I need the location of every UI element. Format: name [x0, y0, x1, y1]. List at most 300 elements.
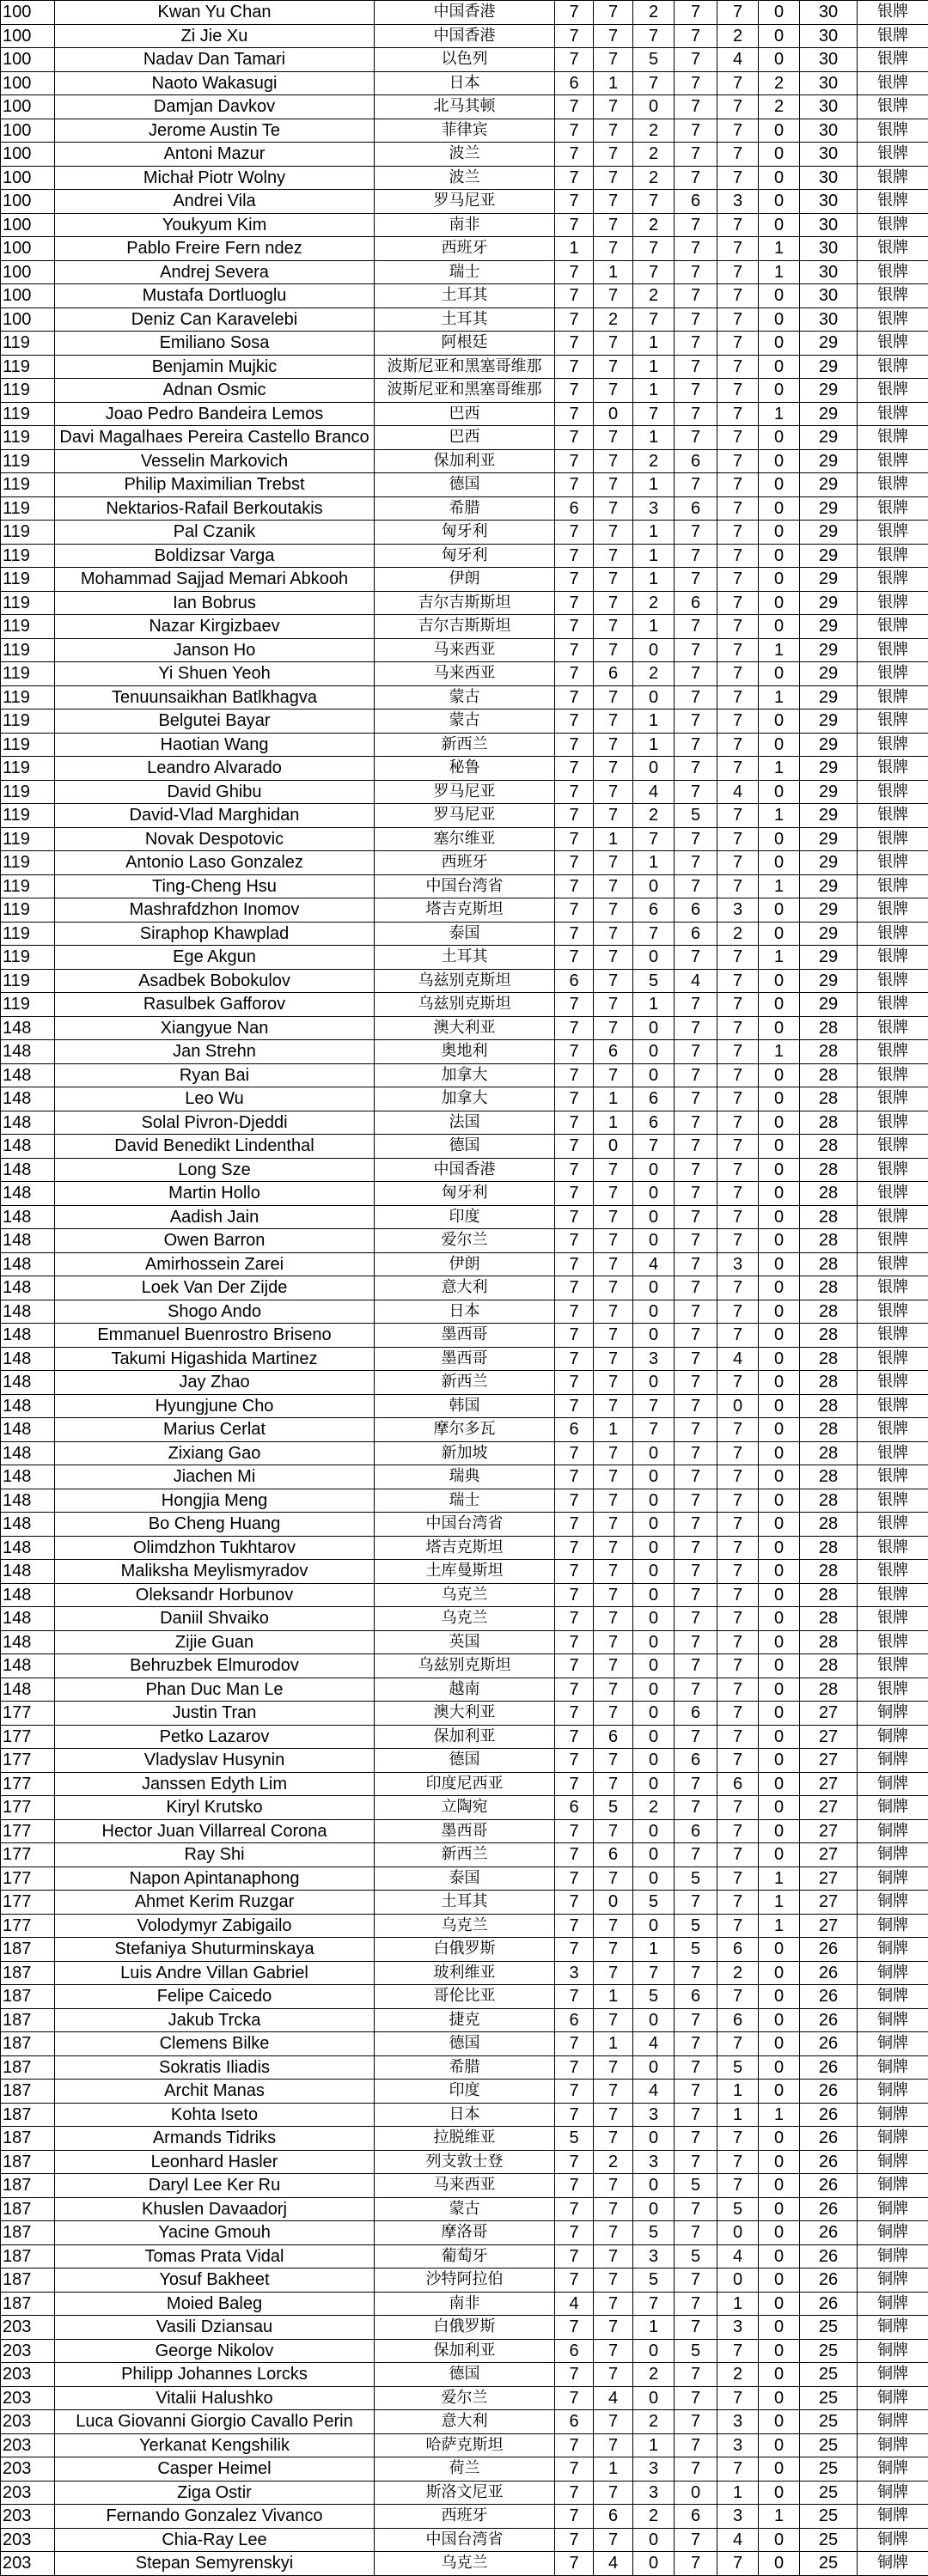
- table-row: [1, 709, 928, 734]
- p6-cell: 1: [759, 260, 800, 284]
- medal-cell: 银牌: [858, 969, 928, 993]
- medal-cell: 银牌: [858, 166, 928, 190]
- medal-cell: 银牌: [858, 1324, 928, 1348]
- rank-cell: 187: [1, 2244, 55, 2268]
- total-cell: 30: [800, 237, 858, 261]
- total-cell: 26: [800, 1961, 858, 1985]
- total-cell: 28: [800, 1300, 858, 1324]
- p2-cell: 7: [594, 379, 633, 403]
- name-cell: Aadish Jain: [55, 1205, 375, 1229]
- p4-cell: 7: [675, 1135, 717, 1159]
- p5-cell: 7: [717, 1678, 759, 1702]
- country-cell: 保加利亚: [375, 1725, 555, 1749]
- p3-cell: 4: [633, 2080, 675, 2104]
- p4-cell: 7: [675, 166, 717, 190]
- p2-cell: 7: [594, 166, 633, 190]
- p5-cell: 7: [717, 638, 759, 662]
- p3-cell: 3: [633, 2244, 675, 2268]
- name-cell: Justin Tran: [55, 1702, 375, 1726]
- table-row: [1, 473, 928, 497]
- p6-cell: 0: [759, 2339, 800, 2363]
- p1-cell: 7: [555, 685, 594, 709]
- medal-cell: 银牌: [858, 1489, 928, 1513]
- p2-cell: 7: [594, 355, 633, 379]
- name-cell: David-Vlad Marghidan: [55, 804, 375, 828]
- p2-cell: 7: [594, 898, 633, 923]
- name-cell: Zixiang Gao: [55, 1441, 375, 1465]
- name-cell: David Ghibu: [55, 780, 375, 804]
- p3-cell: 3: [633, 2481, 675, 2505]
- p5-cell: 7: [717, 1985, 759, 2009]
- p5-cell: 7: [717, 71, 759, 95]
- total-cell: 30: [800, 71, 858, 95]
- total-cell: 28: [800, 1087, 858, 1111]
- medal-cell: 银牌: [858, 1560, 928, 1584]
- table-row: [1, 898, 928, 923]
- country-cell: 吉尔吉斯斯坦: [375, 615, 555, 639]
- p2-cell: 1: [594, 2032, 633, 2056]
- p3-cell: 2: [633, 2505, 675, 2529]
- table-row: [1, 1040, 928, 1064]
- p5-cell: 7: [717, 1843, 759, 1867]
- rank-cell: 177: [1, 1772, 55, 1796]
- name-cell: Kwan Yu Chan: [55, 1, 375, 25]
- p4-cell: 7: [675, 2221, 717, 2245]
- p6-cell: 0: [759, 993, 800, 1017]
- p4-cell: 7: [675, 1, 717, 25]
- p1-cell: 6: [555, 1418, 594, 1442]
- p1-cell: 7: [555, 1135, 594, 1159]
- medal-cell: 银牌: [858, 591, 928, 615]
- country-cell: 乌兹别克斯坦: [375, 1654, 555, 1678]
- p1-cell: 7: [555, 1300, 594, 1324]
- table-row: [1, 2316, 928, 2340]
- p2-cell: 7: [594, 1276, 633, 1300]
- p6-cell: 0: [759, 1324, 800, 1348]
- total-cell: 26: [800, 2268, 858, 2293]
- p5-cell: 7: [717, 237, 759, 261]
- name-cell: Adnan Osmic: [55, 379, 375, 403]
- table-row: [1, 946, 928, 970]
- table-row: [1, 1961, 928, 1985]
- rank-cell: 119: [1, 757, 55, 781]
- p1-cell: 7: [555, 2552, 594, 2576]
- table-row: [1, 521, 928, 545]
- p3-cell: 4: [633, 780, 675, 804]
- p6-cell: 0: [759, 48, 800, 72]
- p4-cell: 7: [675, 1371, 717, 1395]
- name-cell: Daniil Shvaiko: [55, 1607, 375, 1631]
- p3-cell: 7: [633, 1394, 675, 1418]
- name-cell: Takumi Higashida Martinez: [55, 1347, 375, 1371]
- p6-cell: 0: [759, 426, 800, 450]
- name-cell: Armands Tidriks: [55, 2127, 375, 2151]
- p3-cell: 0: [633, 1441, 675, 1465]
- table-row: [1, 2150, 928, 2174]
- country-cell: 巴西: [375, 426, 555, 450]
- rank-cell: 187: [1, 2032, 55, 2056]
- p1-cell: 7: [555, 851, 594, 875]
- total-cell: 29: [800, 332, 858, 356]
- p1-cell: 7: [555, 1347, 594, 1371]
- rank-cell: 187: [1, 2103, 55, 2127]
- total-cell: 29: [800, 757, 858, 781]
- p6-cell: 0: [759, 780, 800, 804]
- total-cell: 28: [800, 1347, 858, 1371]
- p5-cell: 7: [717, 615, 759, 639]
- medal-cell: 银牌: [858, 1111, 928, 1135]
- country-cell: 澳大利亚: [375, 1702, 555, 1726]
- table-row: [1, 757, 928, 781]
- p2-cell: 7: [594, 1819, 633, 1843]
- p5-cell: 4: [717, 48, 759, 72]
- p2-cell: 7: [594, 213, 633, 237]
- p2-cell: 7: [594, 851, 633, 875]
- p5-cell: 7: [717, 1300, 759, 1324]
- p5-cell: 7: [717, 804, 759, 828]
- p2-cell: 0: [594, 1891, 633, 1915]
- table-row: [1, 2032, 928, 2056]
- medal-cell: 铜牌: [858, 2386, 928, 2410]
- p5-cell: 0: [717, 2221, 759, 2245]
- country-cell: 加拿大: [375, 1087, 555, 1111]
- p5-cell: 7: [717, 95, 759, 119]
- medal-cell: 银牌: [858, 1229, 928, 1253]
- total-cell: 25: [800, 2528, 858, 2552]
- table-row: [1, 685, 928, 709]
- name-cell: Ray Shi: [55, 1843, 375, 1867]
- p6-cell: 1: [759, 402, 800, 426]
- table-row: [1, 827, 928, 851]
- p2-cell: 7: [594, 2481, 633, 2505]
- medal-cell: 银牌: [858, 662, 928, 686]
- table-row: [1, 71, 928, 95]
- p1-cell: 7: [555, 1, 594, 25]
- total-cell: 28: [800, 1654, 858, 1678]
- p6-cell: 2: [759, 95, 800, 119]
- table-row: [1, 1394, 928, 1418]
- p1-cell: 7: [555, 473, 594, 497]
- p3-cell: 1: [633, 851, 675, 875]
- country-cell: 意大利: [375, 2410, 555, 2434]
- p3-cell: 0: [633, 1276, 675, 1300]
- p5-cell: 7: [717, 544, 759, 568]
- name-cell: Novak Despotovic: [55, 827, 375, 851]
- p4-cell: 7: [675, 2457, 717, 2482]
- p3-cell: 2: [633, 1796, 675, 1820]
- p3-cell: 3: [633, 2150, 675, 2174]
- name-cell: Sokratis Iliadis: [55, 2055, 375, 2080]
- p2-cell: 7: [594, 1938, 633, 1962]
- p2-cell: 7: [594, 2316, 633, 2340]
- country-cell: 伊朗: [375, 568, 555, 592]
- p6-cell: 0: [759, 2080, 800, 2104]
- p2-cell: 7: [594, 1961, 633, 1985]
- p6-cell: 0: [759, 2221, 800, 2245]
- p1-cell: 7: [555, 709, 594, 734]
- country-cell: 沙特阿拉伯: [375, 2268, 555, 2293]
- medal-cell: 银牌: [858, 1276, 928, 1300]
- p3-cell: 0: [633, 1324, 675, 1348]
- p5-cell: 7: [717, 2127, 759, 2151]
- total-cell: 28: [800, 1063, 858, 1087]
- medal-cell: 银牌: [858, 709, 928, 734]
- p6-cell: 0: [759, 1513, 800, 1537]
- name-cell: Tomas Prata Vidal: [55, 2244, 375, 2268]
- p6-cell: 0: [759, 1229, 800, 1253]
- p1-cell: 7: [555, 166, 594, 190]
- p4-cell: 7: [675, 1205, 717, 1229]
- total-cell: 30: [800, 308, 858, 332]
- total-cell: 25: [800, 2505, 858, 2529]
- name-cell: Long Sze: [55, 1158, 375, 1182]
- p6-cell: 0: [759, 1560, 800, 1584]
- p3-cell: 0: [633, 2386, 675, 2410]
- rank-cell: 187: [1, 2150, 55, 2174]
- country-cell: 匈牙利: [375, 521, 555, 545]
- p1-cell: 7: [555, 2363, 594, 2387]
- medal-cell: 铜牌: [858, 1819, 928, 1843]
- p3-cell: 1: [633, 615, 675, 639]
- name-cell: Pablo Freire Fern ndez: [55, 237, 375, 261]
- p4-cell: 7: [675, 521, 717, 545]
- p1-cell: 7: [555, 449, 594, 473]
- table-row: [1, 1702, 928, 1726]
- rank-cell: 203: [1, 2505, 55, 2529]
- rank-cell: 148: [1, 1135, 55, 1159]
- rank-cell: 177: [1, 1725, 55, 1749]
- p5-cell: 2: [717, 922, 759, 946]
- name-cell: Ian Bobrus: [55, 591, 375, 615]
- p6-cell: 1: [759, 1891, 800, 1915]
- p5-cell: 7: [717, 1560, 759, 1584]
- p2-cell: 7: [594, 804, 633, 828]
- p4-cell: 7: [675, 71, 717, 95]
- p3-cell: 0: [633, 1489, 675, 1513]
- p1-cell: 7: [555, 1702, 594, 1726]
- table-row: [1, 2433, 928, 2457]
- total-cell: 28: [800, 1441, 858, 1465]
- country-cell: 罗马尼亚: [375, 780, 555, 804]
- total-cell: 29: [800, 804, 858, 828]
- total-cell: 30: [800, 190, 858, 214]
- rank-cell: 148: [1, 1252, 55, 1276]
- p1-cell: 7: [555, 426, 594, 450]
- p3-cell: 0: [633, 1371, 675, 1395]
- p2-cell: 7: [594, 2080, 633, 2104]
- p4-cell: 7: [675, 1441, 717, 1465]
- p5-cell: 3: [717, 2433, 759, 2457]
- p4-cell: 7: [675, 1347, 717, 1371]
- total-cell: 26: [800, 2292, 858, 2316]
- total-cell: 29: [800, 827, 858, 851]
- p4-cell: 7: [675, 1016, 717, 1040]
- p3-cell: 0: [633, 1819, 675, 1843]
- medal-cell: 铜牌: [858, 2150, 928, 2174]
- p5-cell: 7: [717, 355, 759, 379]
- p4-cell: 6: [675, 496, 717, 521]
- p4-cell: 7: [675, 1300, 717, 1324]
- p2-cell: 7: [594, 1867, 633, 1891]
- p5-cell: 7: [717, 851, 759, 875]
- table-row: [1, 1560, 928, 1584]
- total-cell: 26: [800, 2127, 858, 2151]
- name-cell: Fernando Gonzalez Vivanco: [55, 2505, 375, 2529]
- country-cell: 新西兰: [375, 1371, 555, 1395]
- p5-cell: 7: [717, 1158, 759, 1182]
- name-cell: Oleksandr Horbunov: [55, 1583, 375, 1607]
- name-cell: Zijie Guan: [55, 1630, 375, 1654]
- p2-cell: 7: [594, 2244, 633, 2268]
- total-cell: 29: [800, 685, 858, 709]
- p5-cell: 7: [717, 946, 759, 970]
- table-row: [1, 922, 928, 946]
- name-cell: Olimdzhon Tukhtarov: [55, 1536, 375, 1560]
- p2-cell: 4: [594, 2386, 633, 2410]
- name-cell: Vitalii Halushko: [55, 2386, 375, 2410]
- medal-cell: 银牌: [858, 1, 928, 25]
- p5-cell: 7: [717, 332, 759, 356]
- medal-cell: 银牌: [858, 95, 928, 119]
- p5-cell: 7: [717, 521, 759, 545]
- name-cell: Leo Wu: [55, 1087, 375, 1111]
- p1-cell: 7: [555, 804, 594, 828]
- p2-cell: 7: [594, 2268, 633, 2293]
- rank-cell: 148: [1, 1418, 55, 1442]
- p2-cell: 7: [594, 2174, 633, 2198]
- name-cell: Luis Andre Villan Gabriel: [55, 1961, 375, 1985]
- table-row: [1, 24, 928, 48]
- p6-cell: 0: [759, 1418, 800, 1442]
- table-row: [1, 2103, 928, 2127]
- rank-cell: 187: [1, 2127, 55, 2151]
- p6-cell: 0: [759, 1583, 800, 1607]
- total-cell: 29: [800, 874, 858, 898]
- p5-cell: 7: [717, 1513, 759, 1537]
- p3-cell: 2: [633, 143, 675, 167]
- total-cell: 26: [800, 2197, 858, 2221]
- total-cell: 28: [800, 1371, 858, 1395]
- rank-cell: 187: [1, 2268, 55, 2293]
- name-cell: Ryan Bai: [55, 1063, 375, 1087]
- name-cell: Owen Barron: [55, 1229, 375, 1253]
- country-cell: 中国台湾省: [375, 2528, 555, 2552]
- medal-cell: 铜牌: [858, 2244, 928, 2268]
- p2-cell: 7: [594, 2197, 633, 2221]
- rank-cell: 203: [1, 2339, 55, 2363]
- p3-cell: 1: [633, 544, 675, 568]
- country-cell: 南非: [375, 213, 555, 237]
- p3-cell: 0: [633, 1654, 675, 1678]
- p2-cell: 7: [594, 2433, 633, 2457]
- total-cell: 27: [800, 1891, 858, 1915]
- p6-cell: 0: [759, 1938, 800, 1962]
- total-cell: 25: [800, 2552, 858, 2576]
- total-cell: 29: [800, 449, 858, 473]
- p5-cell: 7: [717, 449, 759, 473]
- rank-cell: 187: [1, 2197, 55, 2221]
- rank-cell: 148: [1, 1441, 55, 1465]
- total-cell: 30: [800, 48, 858, 72]
- name-cell: Pal Czanik: [55, 521, 375, 545]
- p5-cell: 7: [717, 1324, 759, 1348]
- rank-cell: 148: [1, 1536, 55, 1560]
- p4-cell: 7: [675, 1961, 717, 1985]
- p4-cell: 7: [675, 615, 717, 639]
- name-cell: Jan Strehn: [55, 1040, 375, 1064]
- table-row: [1, 1, 928, 25]
- rank-cell: 187: [1, 2174, 55, 2198]
- p6-cell: 0: [759, 521, 800, 545]
- total-cell: 30: [800, 213, 858, 237]
- total-cell: 28: [800, 1158, 858, 1182]
- total-cell: 26: [800, 2103, 858, 2127]
- name-cell: Volodymyr Zabigailo: [55, 1914, 375, 1938]
- rank-cell: 100: [1, 143, 55, 167]
- total-cell: 30: [800, 95, 858, 119]
- p4-cell: 7: [675, 780, 717, 804]
- table-row: [1, 851, 928, 875]
- rank-cell: 177: [1, 1796, 55, 1820]
- p3-cell: 7: [633, 1418, 675, 1442]
- country-cell: 瑞士: [375, 260, 555, 284]
- p1-cell: 7: [555, 1182, 594, 1206]
- medal-cell: 铜牌: [858, 2481, 928, 2505]
- p6-cell: 1: [759, 638, 800, 662]
- rank-cell: 187: [1, 2055, 55, 2080]
- p5-cell: 7: [717, 426, 759, 450]
- medal-cell: 银牌: [858, 568, 928, 592]
- name-cell: George Nikolov: [55, 2339, 375, 2363]
- country-cell: 德国: [375, 473, 555, 497]
- p6-cell: 1: [759, 804, 800, 828]
- medal-cell: 银牌: [858, 119, 928, 143]
- total-cell: 28: [800, 1229, 858, 1253]
- p3-cell: 0: [633, 1702, 675, 1726]
- medal-cell: 银牌: [858, 946, 928, 970]
- p4-cell: 7: [675, 1536, 717, 1560]
- medal-cell: 铜牌: [858, 2363, 928, 2387]
- p2-cell: 1: [594, 2457, 633, 2482]
- country-cell: 德国: [375, 2363, 555, 2387]
- rank-cell: 119: [1, 993, 55, 1017]
- rank-cell: 119: [1, 615, 55, 639]
- p5-cell: 7: [717, 1418, 759, 1442]
- p5-cell: 1: [717, 2103, 759, 2127]
- p3-cell: 4: [633, 2032, 675, 2056]
- p4-cell: 5: [675, 1867, 717, 1891]
- name-cell: Rasulbek Gafforov: [55, 993, 375, 1017]
- p6-cell: 1: [759, 874, 800, 898]
- p2-cell: 7: [594, 1441, 633, 1465]
- p1-cell: 7: [555, 1489, 594, 1513]
- country-cell: 荷兰: [375, 2457, 555, 2482]
- p3-cell: 1: [633, 473, 675, 497]
- total-cell: 25: [800, 2481, 858, 2505]
- p3-cell: 2: [633, 804, 675, 828]
- p3-cell: 7: [633, 2292, 675, 2316]
- rank-cell: 100: [1, 1, 55, 25]
- medal-cell: 银牌: [858, 1418, 928, 1442]
- p5-cell: 7: [717, 496, 759, 521]
- p2-cell: 7: [594, 1560, 633, 1584]
- p1-cell: 7: [555, 1229, 594, 1253]
- country-cell: 摩洛哥: [375, 2221, 555, 2245]
- p1-cell: 3: [555, 1961, 594, 1985]
- p3-cell: 0: [633, 946, 675, 970]
- rank-cell: 119: [1, 804, 55, 828]
- p5-cell: 3: [717, 898, 759, 923]
